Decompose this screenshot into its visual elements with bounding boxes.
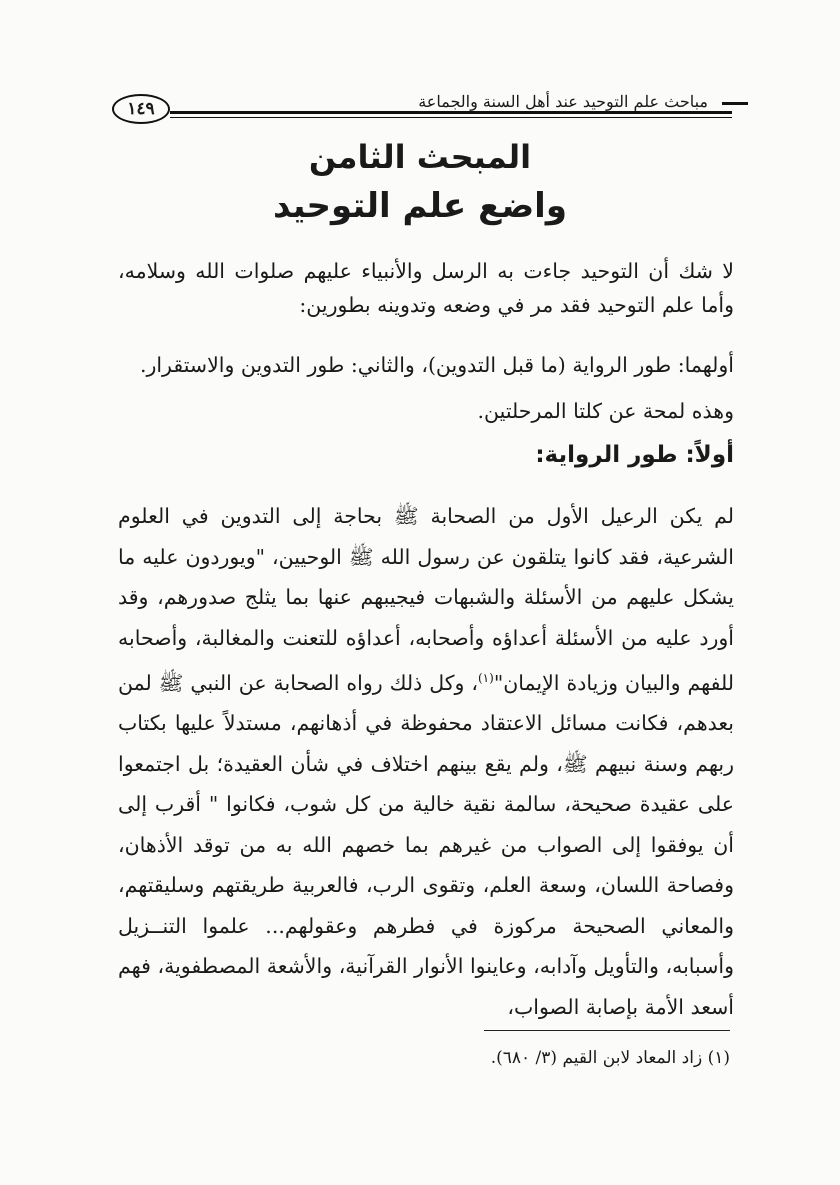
page-number: ١٤٩ bbox=[112, 94, 170, 124]
stages-paragraph: أولهما: طور الرواية (ما قبل التدوين)، والثاني: طور التدوين والاستقرار. bbox=[139, 353, 734, 377]
subheading-narration-stage: أولاً: طور الرواية: bbox=[535, 442, 734, 468]
header-rule-thin bbox=[170, 117, 732, 118]
section-title-heading: واضع علم التوحيد bbox=[273, 186, 567, 226]
section-number-heading: المبحث الثامن bbox=[308, 138, 532, 176]
footnote-reference[interactable]: (١) bbox=[477, 671, 494, 685]
main-text-part1: لم يكن الرعيل الأول من الصحابة ﷺ بحاجة إلى التدوين في العلوم الشرعية، فقد كانوا يتلقون عن رسول الله ﷺ الوحيين، "ويوردون عليه ما يشكل عليهم من الأسئلة والشبهات فيجيبهم عنها بما يثلج صدورهم، وقد أورد عليه من الأسئلة أعداؤه وأصحابه، أعداؤه للتعنت والمغالبة، وأصحابه للفهم والبيان وزيادة الإيمان" bbox=[118, 504, 734, 695]
footnote-separator bbox=[484, 1030, 730, 1031]
main-paragraph bbox=[118, 496, 734, 1027]
running-title: مباحث علم التوحيد عند أهل السنة والجماعة bbox=[412, 92, 714, 111]
header-rule bbox=[170, 111, 732, 114]
header-ornament bbox=[722, 102, 748, 105]
page-header bbox=[112, 92, 732, 132]
glimpse-paragraph: وهذه لمحة عن كلتا المرحلتين. bbox=[477, 399, 734, 423]
main-text-part2: ، وكل ذلك رواه الصحابة عن النبي ﷺ لمن بعدهم، فكانت مسائل الاعتقاد محفوظة في أذهانهم، مستدلاً عليها بكتاب ربهم وسنة نبيهم ﷺ، ولم يقع بينهم اختلاف في شأن العقيدة؛ بل اجتمعوا على عقيدة صحيحة، سالمة نقية خالية من كل شوب، فكانوا " أقرب إلى أن يوفقوا إلى الصواب من غيرهم بما خصهم الله به من توقد الأذهان، وفصاحة اللسان، وسعة العلم، وتقوى الرب، فالعربية طريقتهم وسليقتهم، والمعاني الصحيحة مركوزة في فطرهم وعقولهم... علموا التنــزيل وأسبابه، والتأويل وآدابه، وعاينوا الأنوار القرآنية، والأشعة المصطفوية، فهم أسعد الأمة بإصابة الصواب، bbox=[118, 670, 734, 1019]
footnote: (١) زاد المعاد لابن القيم (٣/ ٦٨٠). bbox=[490, 1048, 730, 1068]
intro-paragraph: لا شك أن التوحيد جاءت به الرسل والأنبياء عليهم صلوات الله وسلامه، وأما علم التوحيد فقد مر في وضعه وتدوينه بطورين: bbox=[118, 259, 734, 317]
